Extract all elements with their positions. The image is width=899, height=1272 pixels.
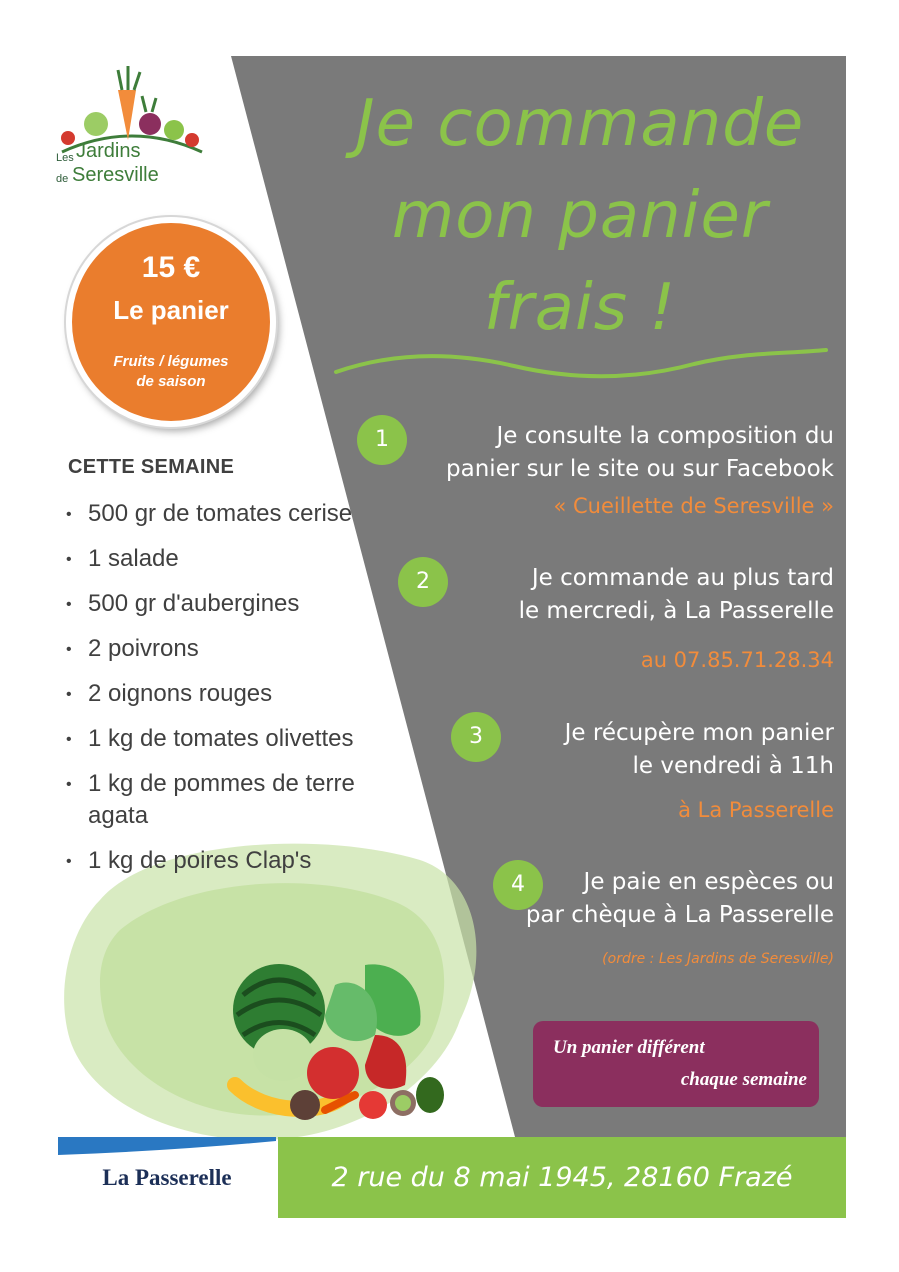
step-1-facebook-page: « Cueillette de Seresville » bbox=[553, 494, 834, 518]
step-2-number-badge: 2 bbox=[398, 557, 448, 607]
title-line3: frais ! bbox=[483, 271, 677, 345]
step-4-line2: par chèque à La Passerelle bbox=[525, 902, 834, 928]
step-1-line2: panier sur le site ou sur Facebook bbox=[446, 456, 834, 482]
info-box-line1: Un panier différent bbox=[553, 1037, 705, 1058]
step-1-number-badge: 1 bbox=[357, 415, 407, 465]
price-subtitle-line1: Fruits / légumes bbox=[113, 353, 229, 370]
price-amount: 15 € bbox=[141, 251, 201, 284]
week-items-list bbox=[62, 498, 382, 890]
logo-de-text: de bbox=[56, 173, 69, 185]
title-line1: Je commande bbox=[355, 87, 805, 161]
list-item: • 1 kg de tomates olivettes bbox=[62, 723, 382, 755]
list-item: • 2 poivrons bbox=[62, 633, 382, 665]
step-4-line1: Je paie en espèces ou bbox=[583, 869, 834, 895]
step-1-text bbox=[354, 420, 834, 486]
list-item: • 500 gr d'aubergines bbox=[62, 588, 382, 620]
step-2-line2: le mercredi, à La Passerelle bbox=[518, 598, 834, 624]
step-1-line1: Je consulte la composition du bbox=[496, 423, 834, 449]
logo-seresville-text: Seresville bbox=[72, 164, 159, 186]
list-item: • 1 salade bbox=[62, 543, 382, 575]
logo-swoosh-icon bbox=[58, 1137, 276, 1157]
info-box-line2: chaque semaine bbox=[680, 1069, 807, 1090]
weekly-basket-info-box bbox=[533, 1021, 819, 1107]
list-item: • 500 gr de tomates cerise bbox=[62, 498, 382, 530]
address-text: 2 rue du 8 mai 1945, 28160 Frazé bbox=[331, 1162, 793, 1193]
page-title bbox=[300, 78, 860, 354]
step-2-line1: Je commande au plus tard bbox=[531, 565, 834, 591]
title-line2: mon panier bbox=[391, 179, 769, 253]
step-3-text bbox=[494, 717, 834, 783]
step-4-text bbox=[434, 866, 834, 932]
logo-les-text: Les bbox=[56, 152, 74, 164]
price-label: Le panier bbox=[113, 295, 229, 325]
step-3-line2: le vendredi à 11h bbox=[632, 753, 834, 779]
logo-jardins-text: Jardins bbox=[76, 140, 141, 162]
wave-underline-decoration bbox=[334, 346, 828, 382]
la-passerelle-text: La Passerelle bbox=[102, 1165, 232, 1190]
step-3-line1: Je récupère mon panier bbox=[564, 720, 834, 746]
list-item: • 1 kg de pommes de terre agata bbox=[62, 768, 382, 832]
step-4-number-badge: 4 bbox=[493, 860, 543, 910]
la-passerelle-logo bbox=[58, 1137, 276, 1218]
footer-address-bar bbox=[278, 1137, 846, 1218]
list-item: • 1 kg de poires Clap's bbox=[62, 845, 382, 877]
jardins-de-seresville-logo bbox=[52, 60, 212, 200]
list-item: • 2 oignons rouges bbox=[62, 678, 382, 710]
fruit-vegetable-basket-illustration bbox=[225, 955, 455, 1130]
week-heading: CETTE SEMAINE bbox=[68, 456, 235, 478]
price-badge bbox=[66, 217, 276, 427]
step-3-location: à La Passerelle bbox=[678, 798, 834, 822]
step-2-text bbox=[434, 562, 834, 628]
price-subtitle-line2: de saison bbox=[136, 373, 206, 390]
step-2-phone-number: au 07.85.71.28.34 bbox=[640, 648, 834, 672]
step-4-payment-order-note: (ordre : Les Jardins de Seresville) bbox=[602, 951, 834, 967]
step-3-number-badge: 3 bbox=[451, 712, 501, 762]
